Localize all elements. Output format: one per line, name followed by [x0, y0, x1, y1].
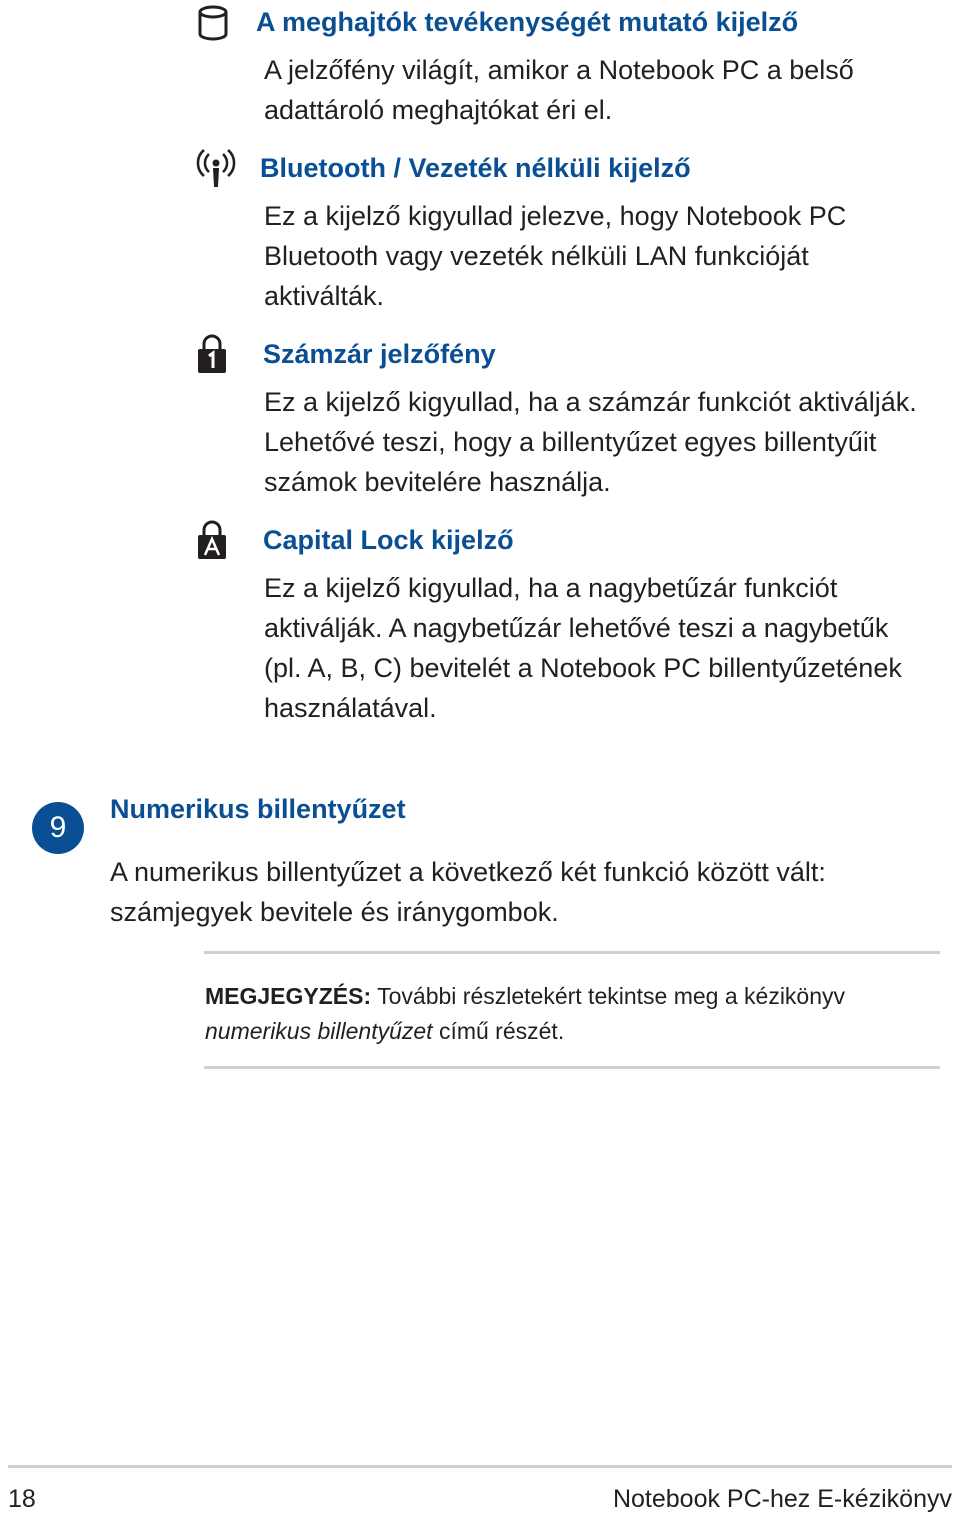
numlock-indicator-line: számok bevitelére használja.: [264, 467, 611, 497]
drive-activity-icon: [196, 4, 230, 42]
manual-title: Notebook PC-hez E-kézikönyv: [612, 1485, 952, 1513]
wireless-antenna-icon: [196, 148, 236, 188]
drive-indicator-title: A meghajtók tevékenységét mutató kijelző: [256, 7, 799, 37]
note-label: MEGJEGYZÉS:: [205, 983, 372, 1009]
wireless-indicator-line: aktiválták.: [264, 281, 385, 311]
drive-indicator-line: adattároló meghajtókat éri el.: [264, 95, 613, 125]
capslock-indicator-description: [264, 568, 954, 728]
numlock-indicator-line: Ez a kijelző kigyullad, ha a számzár funkciót aktiválják.: [264, 387, 917, 417]
section-number-badge: 9: [32, 802, 84, 854]
section-description-line: A numerikus billentyűzet a következő két funkció között vált:: [110, 857, 826, 887]
capslock-indicator-line: Ez a kijelző kigyullad, ha a nagybetűzár funkciót: [264, 573, 838, 603]
footer-divider: [8, 1465, 952, 1468]
section-description: [110, 852, 950, 932]
numlock-indicator-line: Lehetővé teszi, hogy a billentyűzet egyes billentyűit: [264, 427, 877, 457]
section-title: Numerikus billentyűzet: [110, 794, 406, 824]
numlock-indicator-description: [264, 382, 954, 502]
wireless-indicator-description: [264, 196, 944, 316]
capslock-indicator-line: (pl. A, B, C) bevitelét a Notebook PC billentyűzetének: [264, 653, 902, 683]
capslock-indicator-line: aktiválják. A nagybetűzár lehetővé teszi a nagybetűk: [264, 613, 889, 643]
section-description-line: számjegyek bevitele és iránygombok.: [110, 897, 559, 927]
note-italic-reference: numerikus billentyűzet: [205, 1018, 433, 1044]
capslock-indicator-line: használatával.: [264, 693, 437, 723]
caps-lock-icon: [196, 520, 228, 560]
note-box: [205, 979, 940, 1049]
note-text: További részletekért tekintse meg a kézikönyv: [371, 983, 846, 1009]
note-bottom-divider: [204, 1066, 940, 1069]
num-lock-icon: [196, 334, 228, 374]
drive-indicator-line: A jelzőfény világít, amikor a Notebook PC a belső: [264, 55, 854, 85]
capslock-indicator-title: Capital Lock kijelző: [263, 525, 514, 555]
numlock-indicator-title: Számzár jelzőfény: [263, 339, 496, 369]
wireless-indicator-line: Ez a kijelző kigyullad jelezve, hogy Notebook PC: [264, 201, 847, 231]
page-number: 18: [8, 1485, 36, 1513]
wireless-indicator-line: Bluetooth vagy vezeték nélküli LAN funkcióját: [264, 241, 809, 271]
wireless-indicator-title: Bluetooth / Vezeték nélküli kijelző: [260, 153, 691, 183]
note-tail: című részét.: [432, 1018, 565, 1044]
note-top-divider: [204, 951, 940, 954]
drive-indicator-description: [264, 50, 944, 130]
